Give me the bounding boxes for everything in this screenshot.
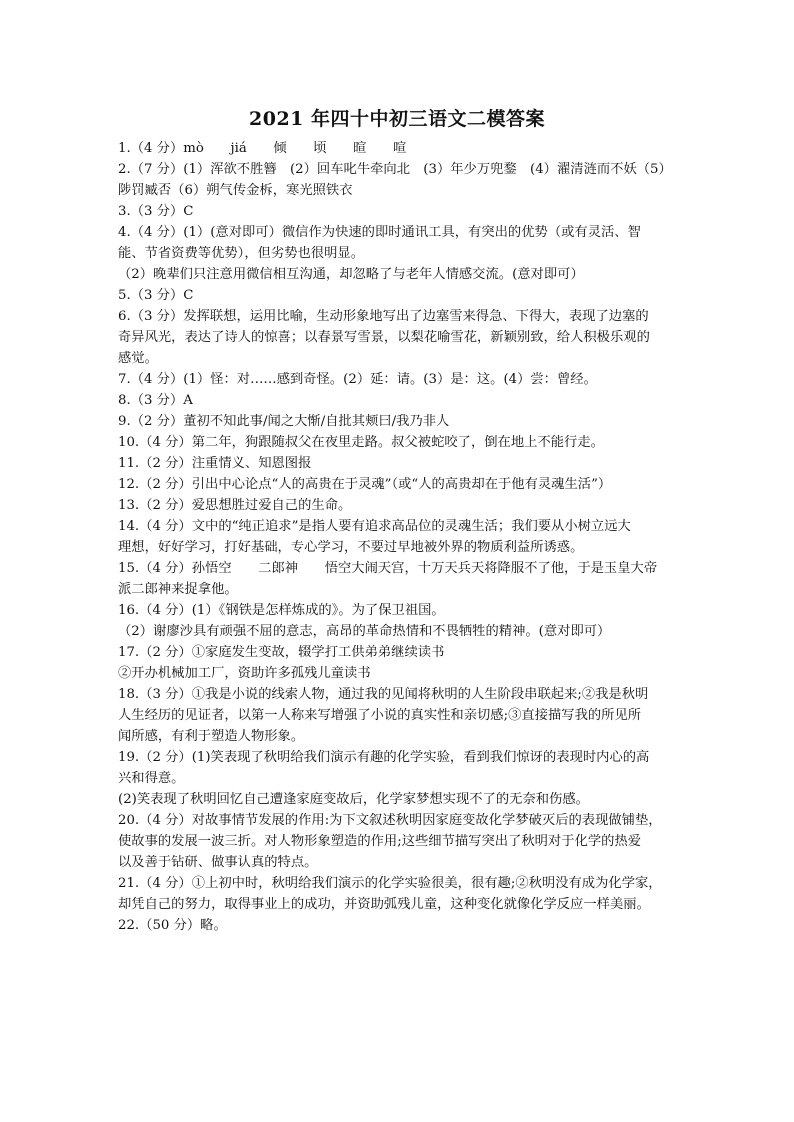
answer-list: [118, 138, 678, 936]
answer-line: 5.（3 分）C: [118, 288, 194, 303]
answer-line: 7.（4 分）(1）怪：对……感到奇怪。(2）延：请。(3）是：这。(4）尝：曾经。: [118, 372, 597, 387]
answer-line: （2）晚辈们只注意用微信相互沟通，却忽略了与老年人情感交流。(意对即可）: [118, 267, 584, 282]
answer-line: 19.（2 分）(1)笑表现了秋明给我们演示有趣的化学实验，看到我们惊讶的表现时内心的高: [118, 750, 650, 765]
answer-line: 14.（4 分）文中的“纯正追求”是指人要有追求高品位的灵魂生活；我们要从小树立远大: [118, 519, 631, 534]
answer-line: 6.（3 分）发挥联想，运用比喻，生动形象地写出了边塞雪来得急、下得大，表现了边塞的: [118, 309, 649, 324]
answer-line: 奇异风光，表达了诗人的惊喜；以春景写雪景，以梨花喻雪花，新颖别致，给人积极乐观的: [118, 330, 650, 345]
answer-line: 能、节省资费等优势），但劣势也很明显。: [118, 246, 364, 261]
answer-line: 使故事的发展一波三折。对人物形象塑造的作用;这些细节描写突出了秋明对于化学的热爱: [118, 834, 642, 849]
answer-line: 18.（3 分）①我是小说的线索人物，通过我的见闻将秋明的人生阶段串联起来;②我是秋明: [118, 687, 649, 702]
answer-line: 兴和得意。: [118, 771, 185, 786]
answer-line: 9.（2 分）董初不知此事/闻之大惭/自批其颊曰/我乃非人: [118, 414, 450, 429]
answer-line: 21.（4 分）①上初中时，秋明给我们演示的化学实验很美，很有趣;②秋明没有成为化学家，: [118, 876, 662, 891]
answer-line: 感觉。: [118, 351, 158, 366]
answer-line: 16.（4 分）(1）《钢铁是怎样炼成的》。为了保卫祖国。: [118, 603, 445, 618]
answer-line: 2.（7 分）(1）浑欲不胜簪 (2）回车叱牛牵向北 (3）年少万兜鍪 (4）濯清涟而不妖（5）: [118, 162, 672, 177]
answer-line: 闻所感，有利于塑造人物形象。: [118, 729, 305, 744]
answer-line: 陟罚臧否（6）朔气传金柝，寒光照铁衣: [118, 183, 353, 198]
answer-line: 人生经历的见证者，以第一人称来写增强了小说的真实性和亲切感;③直接描写我的所见所: [118, 708, 642, 723]
answer-line: 3.（3 分）C: [118, 204, 194, 219]
answer-line: 理想，好好学习，打好基础，专心学习，不要过早地被外界的物质利益所诱惑。: [118, 540, 584, 555]
answer-line: 13.（2 分）爱思想胜过爱自己的生命。: [118, 498, 352, 513]
answer-line: 1.（4 分）mò jiá 倾 顷 暄 喧: [118, 141, 407, 156]
answer-line: 派二郎神来捉拿他。: [118, 582, 238, 597]
answer-line: 11.（2 分）注重情义、知恩图报: [118, 456, 312, 471]
answer-line: 却凭自己的努力，取得事业上的成功，并资助弧残儿童，这种变化就像化学反应一样美丽。: [118, 897, 650, 912]
answer-line: 17.（2 分）①家庭发生变故，辍学打工供弟弟继续读书: [118, 645, 445, 660]
answer-line: 10.（4 分）第二年，狗跟随叔父在夜里走路。叔父被蛇咬了，倒在地上不能行走。: [118, 435, 604, 450]
answer-line: 4.（4 分）(1）(意对即可）微信作为快速的即时通讯工具，有突出的优势（或有灵活、智: [118, 225, 641, 240]
answer-line: 12.（2 分）引出中心论点“人的高贵在于灵魂”（或“人的高贵却在于他有灵魂生活”）: [118, 477, 612, 492]
answer-line: ②开办机械加工厂，资助许多孤残儿童读书: [118, 666, 371, 681]
answer-line: 以及善于钻研、做事认真的特点。: [118, 855, 318, 870]
answer-line: (2)笑表现了秋明回忆自己遭逢家庭变故后，化学家梦想实现不了的无奈和伤感。: [118, 792, 589, 807]
page-title: 2021 年四十中初三语文二模答案: [249, 108, 545, 130]
answer-line: 8.（3 分）A: [118, 393, 193, 408]
answer-line: 22.（50 分）略。: [118, 918, 227, 933]
answer-line: 15.（4 分）孙悟空 二郎神 悟空大闹天宫，十万天兵天将降服不了他，于是玉皇大帝: [118, 561, 658, 576]
answer-line: 20.（4 分）对故事情节发展的作用:为下文叙述秋明因家庭变故化学梦破灭后的表现做铺垫，: [118, 813, 662, 828]
answer-line: （2）谢廖沙具有顽强不屈的意志，高昂的革命热情和不畏牺牲的精神。(意对即可）: [118, 624, 611, 639]
